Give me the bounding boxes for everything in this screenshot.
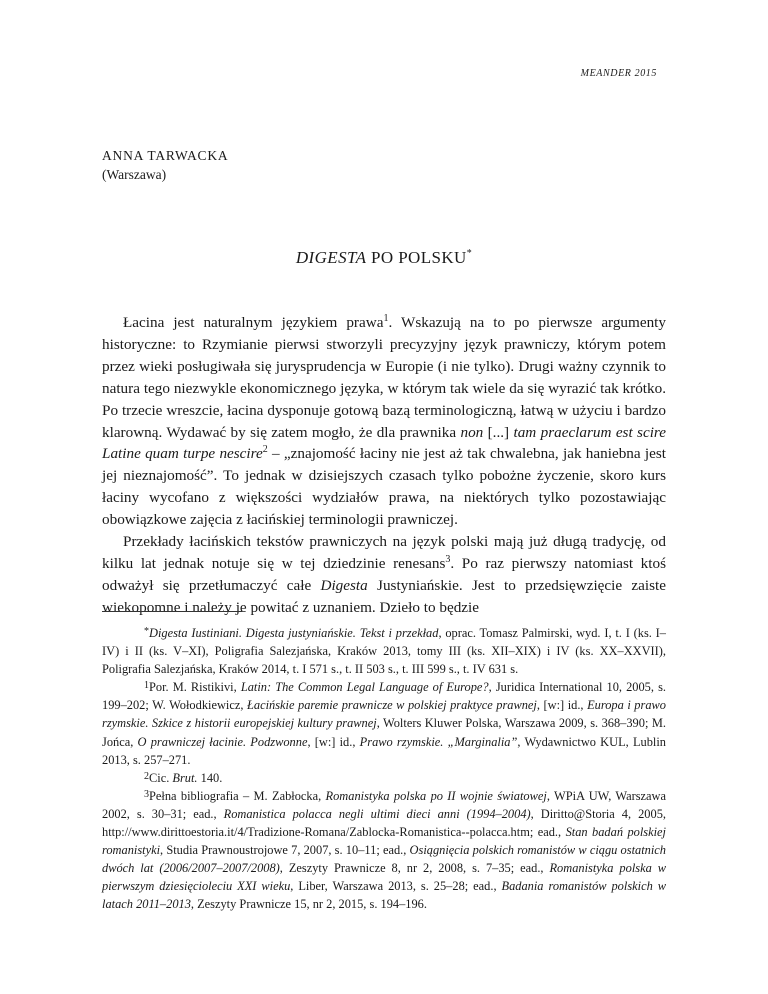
citation-title: Stan badań polskiej romanistyki <box>102 825 666 858</box>
text-span: Justyniańskie. Jest to przedsięwzięcie zaiste wiekopomne i należy je powitać z uznaniem. Dzieło to będzie <box>102 576 666 616</box>
title-italic: DIGESTA <box>295 248 367 267</box>
text-span: . Po raz pierwszy natomiast ktoś odważył się przetłumaczyć całe <box>102 554 666 594</box>
author-name: ANNA TARWACKA <box>102 148 229 163</box>
footnote-ref-2[interactable]: 2 <box>262 444 268 456</box>
latin-quote: tam praeclarum est scire Latine quam turpe nescire <box>102 423 666 463</box>
text-span: , Wydawnictwo KUL, Lublin 2013, s. 257–271. <box>102 734 666 767</box>
main-text <box>102 312 666 619</box>
text-span: , Wolters Kluwer Polska, Warszawa 2009, s. 368–390; M. Jońca, <box>102 716 666 749</box>
footnote-ref-3[interactable]: 3 <box>445 553 451 565</box>
text-span: . Wskazują na to po pierwsze argumenty historyczne: to Rzymianie pierwsi stworzyli precyzyjny język prawniczy, którym potem przez wieki posługiwała się jurysprudencja w Europie (i nie tylko). Drugi ważny czynnik to natura tego niezwykle ekonomicznego języka, w którym tak wiele da się wyrazić tak krótko. Po trzecie wreszcie, łacina dysponuje gotową bazą terminologiczną, łatwą w użyciu i bardzo klarowną. Wydawać by się zatem mogło, że dla prawnika <box>102 314 666 441</box>
text-span: , [w:] id., <box>307 734 360 749</box>
text-span: Cic. <box>149 770 173 785</box>
title-footnote-marker[interactable]: * <box>466 248 473 259</box>
title-rest: PO POLSKU <box>366 248 467 267</box>
footnote-2: 2Cic. Brut. 140. <box>144 770 223 785</box>
text-span: – „znajomość łaciny nie jest aż tak chwalebna, jak haniebna jest jej nieznajomość”. To jednak w dzisiejszych czasach tylko pobożne życzenie, skoro kurs łaciny wycofano z większości wydziałów prawa, na niektórych tylko pozostawiając obowiązkowe zajęcia z łacińskiej terminologii prawniczej. <box>102 445 666 529</box>
text-span: , WPiA UW, Warszawa 2002, s. 30–31; ead., <box>102 788 667 821</box>
text-span: Łacina jest naturalnym językiem prawa <box>123 314 384 331</box>
citation-title: Romanistica polacca negli ultimi dieci anni (1994–2004) <box>223 806 531 821</box>
footnote-star: *Digesta Iustiniani. Digesta justyniańskie. Tekst i przekład, oprac. Tomasz Palmirski, wyd. I, t. I (ks. I–IV) i II (ks. V–XI), Poligrafia Salezjańska, Kraków 2013, tomy III (ks. XII–XIX) i IV (ks. XX–XXVII), Poligrafia Salezjańska, Kraków 2014, t. I 571 s., t. II 503 s., t. III 599 s., t. IV 631 s. <box>102 626 666 677</box>
text-span: , Studia Prawnoustrojowe 7, 2007, s. 10–11; ead., <box>160 843 410 858</box>
text-span: , Liber, Warszawa 2013, s. 25–28; ead., <box>290 879 502 894</box>
running-head: MEANDER 2015 <box>580 68 657 79</box>
citation-title: O prawniczej łacinie. Podzwonne <box>137 734 308 749</box>
footnote-divider <box>102 611 242 612</box>
footnote-3: 3Pełna bibliografia – M. Zabłocka, Romanistyka polska po II wojnie światowej, WPiA UW, Warszawa 2002, s. 30–31; ead., Romanistica polacca negli ultimi dieci anni (1994–2004), Diritto@Storia 4, 2005, http://www.dirittoestoria.it/4/Tradizione-Romana/Zablocka-Romanistica--polacca.htm; ead., Stan badań polskiej romanistyki, Studia Prawnoustrojowe 7, 2007, s. 10–11; ead., Osiągnięcia polskich romanistów w ciągu ostatnich dwóch lat (2006/2007–2007/2008), Zeszyty Prawnicze 8, nr 2, 2008, s. 7–35; ead., Romanistyka polska w pierwszym dziesięcioleciu XXI wieku, Liber, Warszawa 2013, s. 25–28; ead., Badania romanistów polskich w latach 2011–2013, Zeszyty Prawnicze 15, nr 2, 2015, s. 194–196. <box>102 788 667 912</box>
text-span: , [w:] id., <box>536 698 588 713</box>
citation-title: Prawo rzymskie. „Marginalia” <box>359 734 518 749</box>
citation-title: Badania romanistów polskich w latach 2011–2013 <box>102 879 666 912</box>
text-span: , Diritto@Storia 4, 2005, http://www.dirittoestoria.it/4/Tradizione-Romana/Zablocka-Romanistica--polacca.htm; ead., <box>102 806 666 840</box>
citation-title: Romanistyka polska po II wojnie światowej <box>325 788 547 803</box>
text-span: , Juridica International 10, 2005, s. 199–202; W. Wołodkiewicz, <box>102 680 666 713</box>
citation-title: Romanistyka polska w pierwszym dziesięcioleciu XXI wieku <box>102 861 666 894</box>
footnote-ref-1[interactable]: 1 <box>383 313 389 324</box>
text-span: , Zeszyty Prawnicze 8, nr 2, 2008, s. 7–35; ead., <box>279 861 550 876</box>
citation-title: Latin: The Common Legal Language of Europe? <box>240 680 489 695</box>
citation-title: Brut. <box>172 770 198 785</box>
text-span: , Zeszyty Prawnicze 15, nr 2, 2015, s. 194–196. <box>190 897 427 912</box>
footnotes <box>102 624 666 914</box>
author-block <box>102 146 228 184</box>
citation-title: Digesta Iustiniani. Digesta justyniańskie. Tekst i przekład <box>149 626 439 640</box>
latin-quote: non <box>460 423 484 441</box>
citation-title: Europa i prawo rzymskie. Szkice z historii europejskiej kultury prawnej <box>102 698 666 731</box>
text-span: Pełna bibliografia – M. Zabłocka, <box>149 788 326 803</box>
article-title <box>102 248 666 268</box>
text-span: Przekłady łacińskich tekstów prawniczych na język polski mają już długą tradycję, od kilku lat jednak notuje się w tej dziedzinie renesans <box>102 533 666 572</box>
footnote-1: 1Por. M. Ristikivi, Latin: The Common Legal Language of Europe?, Juridica International 10, 2005, s. 199–202; W. Wołodkiewicz, Łacińskie paremie prawnicze w polskiej praktyce prawnej, [w:] id., Europa i prawo rzymskie. Szkice z historii europejskiej kultury prawnej, Wolters Kluwer Polska, Warszawa 2009, s. 368–390; M. Jońca, O prawniczej łacinie. Podzwonne, [w:] id., Prawo rzymskie. „Marginalia”, Wydawnictwo KUL, Lublin 2013, s. 257–271. <box>102 680 666 767</box>
citation-title: Łacińskie paremie prawnicze w polskiej praktyce prawnej <box>247 698 537 713</box>
author-affiliation: (Warszawa) <box>102 167 167 182</box>
text-span: [...] <box>483 423 514 441</box>
text-span: , oprac. Tomasz Palmirski, wyd. I, t. I (ks. I–IV) i II (ks. V–XI), Poligrafia Salezjańska, Kraków 2013, tomy III (ks. XII–XIX) i IV (ks. XX–XXVII), Poligrafia Salezjańska, Kraków 2014, t. I 571 s., t. II 503 s., t. III 599 s., t. IV 631 s. <box>102 626 666 677</box>
paragraph-1 <box>102 312 666 531</box>
text-span: 140. <box>197 770 223 785</box>
work-title: Digesta <box>320 576 368 594</box>
paragraph-2 <box>102 531 666 619</box>
citation-title: Osiągnięcia polskich romanistów w ciągu ostatnich dwóch lat (2006/2007–2007/2008) <box>102 843 666 876</box>
text-span: Por. M. Ristikivi, <box>149 680 241 695</box>
